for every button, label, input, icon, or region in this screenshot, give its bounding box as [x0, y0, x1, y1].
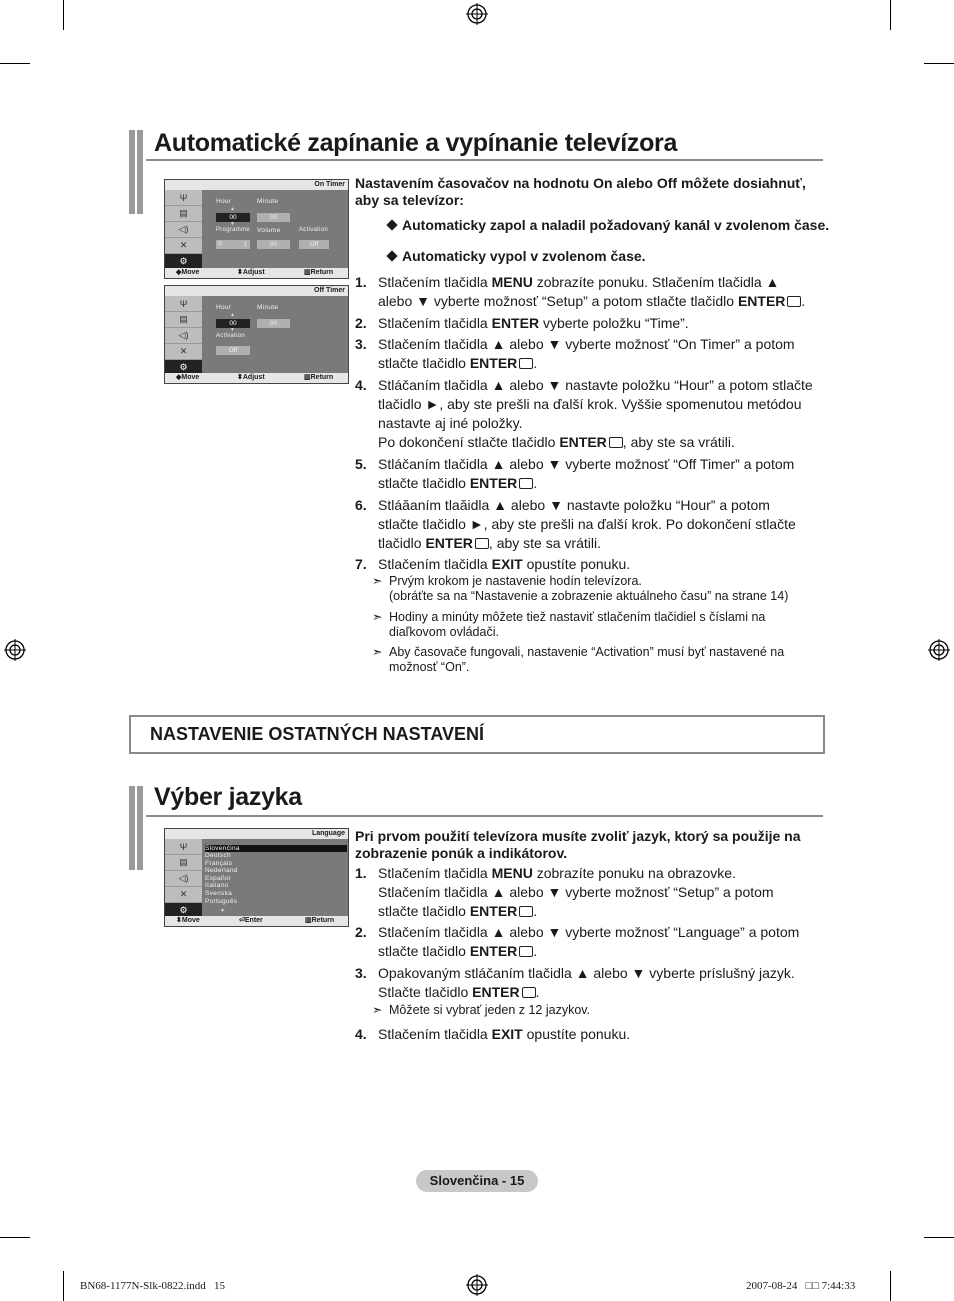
- channel-icon: ▤: [165, 312, 202, 328]
- screen-sidebar: [165, 839, 202, 919]
- language-option: Svenska: [205, 890, 233, 897]
- enter-icon: [609, 437, 623, 448]
- enter-icon: [475, 538, 489, 549]
- bullet-item: Automaticky zapol a naladil požadovaný kanál v zvolenom čase.: [388, 217, 834, 234]
- activation-field: Off: [299, 240, 329, 249]
- step-line: stlačte tlačidlo ENTER .: [378, 475, 538, 491]
- crop-mark: [0, 1237, 30, 1238]
- step-number: 4.: [355, 377, 367, 393]
- adjust-hint: ⬍ Adjust: [237, 269, 265, 276]
- activation-label: Activation: [299, 227, 329, 233]
- minute-label: Minute: [257, 198, 279, 205]
- minute-field: 00: [257, 319, 290, 328]
- diamond-bullet-icon: [386, 250, 397, 261]
- screen-sidebar: [165, 296, 202, 376]
- antenna-icon: Ψ: [165, 839, 202, 855]
- note-line: Môžete si vybrať jeden z 12 jazykov.: [389, 1003, 591, 1017]
- note-line: Prvým krokom je nastavenie hodín televízora.: [389, 574, 642, 588]
- section-title: Výber jazyka: [154, 783, 302, 811]
- crop-mark: [924, 63, 954, 64]
- page-number-label: Slovenčina - 15: [416, 1170, 538, 1192]
- note-arrow-icon: ➣: [372, 1003, 383, 1017]
- setup-icon: ⚙: [165, 254, 202, 270]
- arrow-down-icon: ▼: [220, 908, 225, 914]
- step-line: Stláăaním tlaăidla ▲ alebo ▼ nastavte položku “Hour” a potom: [378, 497, 770, 513]
- registration-mark-icon: [466, 3, 488, 25]
- activation-label: Activation: [216, 333, 246, 339]
- input-icon: ✕: [165, 344, 202, 360]
- step-line: Stlačením tlačidla ▲ alebo ▼ vyberte možnosť “On Timer” a potom: [378, 336, 795, 352]
- adjust-hint: ⬍ Adjust: [237, 374, 265, 381]
- footer-date: 2007-08-24 □□ 7:44:33: [746, 1280, 856, 1292]
- step-number: 1.: [355, 274, 367, 290]
- footer-file: BN68-1177N-Slk-0822.indd 15: [80, 1280, 226, 1292]
- screen-sidebar: [165, 190, 202, 270]
- step-number: 6.: [355, 497, 367, 513]
- step-number: 1.: [355, 865, 367, 881]
- step-line: stlačte tlačidlo ENTER .: [378, 355, 538, 371]
- programme-prefix: P: [218, 241, 223, 248]
- heading-bars: [129, 786, 143, 870]
- programme-value: 1: [243, 241, 247, 248]
- note-arrow-icon: ➣: [372, 645, 383, 659]
- antenna-icon: Ψ: [165, 296, 202, 312]
- setup-icon: ⚙: [165, 360, 202, 376]
- section-underline: [146, 159, 823, 161]
- crop-mark: [0, 63, 30, 64]
- enter-hint: ⏎ Enter: [239, 917, 263, 924]
- bullet-item: Automaticky vypol v zvolenom čase.: [388, 248, 818, 265]
- arrow-up-icon: ▲: [230, 206, 235, 212]
- registration-mark-icon: [928, 639, 950, 661]
- note-line: Hodiny a minúty môžete tiež nastaviť stlačením tlačidiel s číslami na: [389, 610, 766, 624]
- hour-field: 00: [216, 213, 250, 222]
- crop-mark: [890, 0, 891, 30]
- channel-icon: ▤: [165, 855, 202, 871]
- step-line: alebo ▼ vyberte možnosť “Setup” a potom stlačte tlačidlo ENTER .: [378, 293, 806, 309]
- step-line: Stláčaním tlačidla ▲ alebo ▼ nastavte položku “Hour” a potom stlačte: [378, 377, 813, 393]
- step-line: tlačidlo ►, aby ste prešli na ďalší krok. Vyššie spomenutou metódou: [378, 396, 802, 412]
- language-option: Español: [205, 874, 231, 882]
- crop-mark: [890, 1271, 891, 1301]
- step-number: 2.: [355, 924, 367, 940]
- step-number: 3.: [355, 965, 367, 981]
- hour-label: Hour: [216, 198, 232, 205]
- step-line: Stlačením tlačidla EXIT opustíte ponuku.: [378, 556, 631, 572]
- move-hint: ◆ Move: [176, 269, 200, 276]
- language-option: Français: [205, 859, 233, 867]
- crop-mark: [63, 1271, 64, 1301]
- registration-mark-icon: [466, 1274, 488, 1296]
- language-screen: [164, 828, 349, 927]
- enter-icon: [519, 358, 533, 369]
- heading-bars: [129, 130, 143, 214]
- step-line: Stlačením tlačidla MENU zobrazíte ponuku. Stlačením tlačidla ▲: [378, 274, 780, 290]
- volume-label: Volume: [257, 227, 281, 234]
- sound-icon: ◁): [165, 871, 202, 887]
- step-line: Opakovaným stláčaním tlačidla ▲ alebo ▼ vyberte príslušný jazyk.: [378, 965, 795, 981]
- setup-icon: ⚙: [165, 903, 202, 919]
- screen-title: On Timer: [165, 180, 348, 190]
- step-line: Stláčaním tlačidla ▲ alebo ▼ vyberte možnosť “Off Timer” a potom: [378, 456, 795, 472]
- arrow-up-icon: ▲: [230, 312, 235, 318]
- step-number: 7.: [355, 556, 367, 572]
- step-line: Stlačením tlačidla EXIT opustíte ponuku.: [378, 1026, 631, 1042]
- return-hint: ▥ Return: [305, 917, 335, 924]
- sound-icon: ◁): [165, 222, 202, 238]
- step-line: Stlačením tlačidla ENTER vyberte položku “Time”.: [378, 315, 689, 331]
- enter-icon: [787, 296, 801, 307]
- crop-mark: [924, 1237, 954, 1238]
- section-title: Automatické zapínanie a vypínanie televízora: [154, 129, 678, 157]
- step-line: stlačte tlačidlo ENTER .: [378, 943, 538, 959]
- note-arrow-icon: ➣: [372, 574, 383, 588]
- registration-mark-icon: [4, 639, 26, 661]
- step-line: Po dokončení stlačte tlačidlo ENTER , aby ste sa vrátili.: [378, 434, 735, 450]
- step-line: Stlačením tlačidla ▲ alebo ▼ vyberte možnosť “Setup” a potom: [378, 884, 774, 900]
- step-line: nastavte aj iné položky.: [378, 415, 523, 431]
- enter-icon: [522, 987, 536, 998]
- screen-title: Off Timer: [165, 286, 348, 296]
- move-hint: ◆ Move: [176, 374, 200, 381]
- arrow-down-icon: ▼: [230, 221, 235, 227]
- channel-icon: ▤: [165, 206, 202, 222]
- enter-icon: [519, 946, 533, 957]
- language-option: Português: [205, 897, 238, 905]
- input-icon: ✕: [165, 887, 202, 903]
- intro-text: Pri prvom použití televízora musíte zvoliť jazyk, ktorý sa použije na zobrazenie ponúk a indikátorov.: [355, 828, 801, 861]
- step-line: tlačidlo ENTER , aby ste sa vrátili.: [378, 535, 601, 551]
- arrow-down-icon: ▼: [230, 327, 235, 333]
- step-number: 3.: [355, 336, 367, 352]
- screen-bottom-bar: [165, 373, 348, 383]
- programme-field: [216, 240, 250, 249]
- diamond-bullet-icon: [386, 219, 397, 230]
- return-hint: ▥ Return: [304, 374, 334, 381]
- note-line: možnosť “On”.: [389, 660, 470, 674]
- screen-title: Language: [165, 829, 348, 839]
- language-option: Italiano: [205, 882, 229, 890]
- antenna-icon: Ψ: [165, 190, 202, 206]
- input-icon: ✕: [165, 238, 202, 254]
- enter-icon: [519, 478, 533, 489]
- step-line: stlačte tlačidlo ENTER .: [378, 903, 538, 919]
- screen-bottom-bar: [165, 268, 348, 278]
- note-line: diaľkovom ovládači.: [389, 625, 499, 639]
- move-hint: ⬍ Move: [176, 917, 200, 924]
- minute-field: 00: [257, 213, 290, 222]
- programme-label: Programme: [216, 227, 251, 233]
- step-line: Stlačením tlačidla MENU zobrazíte ponuku na obrazovke.: [378, 865, 736, 881]
- volume-field: 00: [257, 240, 290, 249]
- minute-label: Minute: [257, 304, 279, 311]
- language-option: Nederland: [205, 867, 238, 875]
- note-line: Aby časovače fungovali, nastavenie “Activation” musí byť nastavené na: [389, 645, 785, 659]
- step-line: Stlačte tlačidlo ENTER .: [378, 984, 540, 1000]
- crop-mark: [63, 0, 64, 30]
- step-number: 5.: [355, 456, 367, 472]
- step-number: 4.: [355, 1026, 367, 1042]
- enter-icon: [519, 906, 533, 917]
- step-line: stlačte tlačidlo ►, aby ste prešli na ďalší krok. Po dokončení stlačte: [378, 516, 796, 532]
- hour-field: 00: [216, 319, 250, 328]
- section-underline: [146, 815, 823, 817]
- off-timer-screen: [164, 285, 349, 384]
- step-number: 2.: [355, 315, 367, 331]
- return-hint: ▥ Return: [304, 269, 334, 276]
- step-line: Stlačením tlačidla ▲ alebo ▼ vyberte možnosť “Language” a potom: [378, 924, 800, 940]
- sound-icon: ◁): [165, 328, 202, 344]
- language-option: Slovenčina: [205, 845, 347, 852]
- screen-bottom-bar: [165, 916, 348, 926]
- note-arrow-icon: ➣: [372, 610, 383, 624]
- section-box-title: NASTAVENIE OSTATNÝCH NASTAVENÍ: [150, 724, 485, 744]
- language-option: Deutsch: [205, 852, 231, 859]
- activation-field: Off: [216, 346, 250, 355]
- intro-text: Nastavením časovačov na hodnotu On alebo Off môžete dosiahnuť, aby sa televízor:: [355, 175, 806, 208]
- hour-label: Hour: [216, 304, 232, 311]
- note-line: (obráťte sa na “Nastavenie a zobrazenie aktuálneho času” na strane 14): [389, 589, 789, 603]
- on-timer-screen: [164, 179, 349, 279]
